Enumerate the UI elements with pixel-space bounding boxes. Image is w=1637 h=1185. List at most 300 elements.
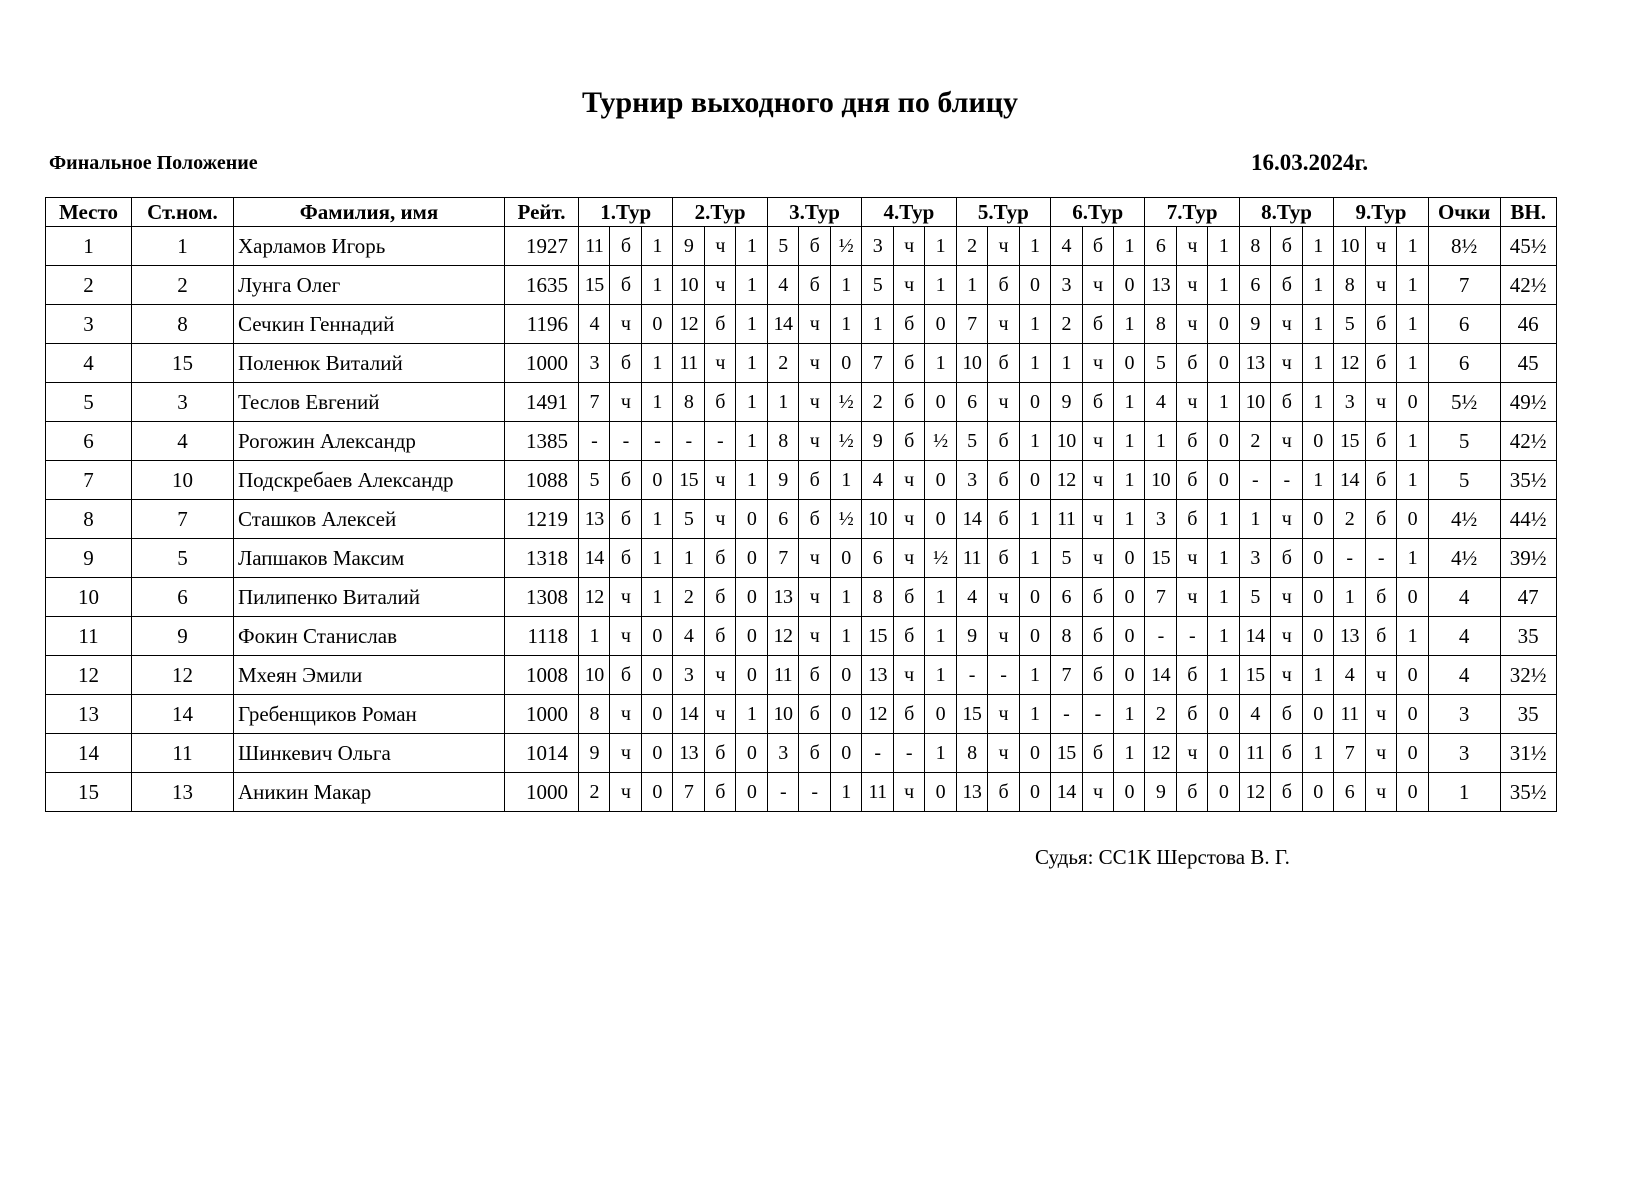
cell-round-3-opponent: 4 [767, 266, 798, 305]
cell-start-no: 11 [132, 734, 234, 773]
cell-round-9-result: 0 [1397, 578, 1428, 617]
cell-round-7-color: б [1176, 461, 1207, 500]
cell-round-5-opponent: 8 [956, 734, 987, 773]
cell-round-2-result: 0 [736, 539, 767, 578]
cell-round-7-color: б [1176, 773, 1207, 812]
cell-round-6-color: б [1082, 305, 1113, 344]
cell-round-9-opponent: 3 [1334, 383, 1365, 422]
cell-round-4-color: ч [893, 773, 924, 812]
cell-round-5-color: ч [988, 578, 1019, 617]
cell-round-2-opponent: 14 [673, 695, 704, 734]
cell-round-7-color: ч [1176, 539, 1207, 578]
cell-round-9-result: 1 [1397, 422, 1428, 461]
cell-rating: 1635 [505, 266, 579, 305]
cell-round-5-opponent: 11 [956, 539, 987, 578]
cell-buchholz: 42½ [1500, 266, 1556, 305]
cell-buchholz: 35½ [1500, 461, 1556, 500]
cell-round-5-opponent: 3 [956, 461, 987, 500]
cell-start-no: 10 [132, 461, 234, 500]
cell-round-4-opponent: 10 [862, 500, 893, 539]
cell-round-2-color: б [704, 578, 735, 617]
cell-round-1-result: 0 [641, 461, 672, 500]
cell-round-8-result: 0 [1302, 539, 1333, 578]
cell-round-3-opponent: 8 [767, 422, 798, 461]
cell-rating: 1219 [505, 500, 579, 539]
cell-round-9-opponent: 13 [1334, 617, 1365, 656]
cell-points: 5 [1428, 461, 1500, 500]
cell-round-5-result: 1 [1019, 500, 1050, 539]
cell-round-6-result: 1 [1113, 227, 1144, 266]
cell-round-7-opponent: 5 [1145, 344, 1176, 383]
cell-round-4-result: 0 [925, 695, 956, 734]
cell-points: 7 [1428, 266, 1500, 305]
cell-points: 3 [1428, 734, 1500, 773]
cell-round-8-color: б [1271, 539, 1302, 578]
cell-round-8-result: 1 [1302, 461, 1333, 500]
cell-place: 5 [46, 383, 132, 422]
cell-round-6-opponent: - [1051, 695, 1082, 734]
cell-round-5-result: 1 [1019, 656, 1050, 695]
table-row [46, 344, 1557, 383]
cell-round-8-color: - [1271, 461, 1302, 500]
cell-round-3-color: б [799, 734, 830, 773]
cell-round-9-result: 1 [1397, 227, 1428, 266]
cell-points: 8½ [1428, 227, 1500, 266]
cell-round-4-color: б [893, 344, 924, 383]
cell-round-1-result: 0 [641, 773, 672, 812]
cell-round-9-result: 0 [1397, 773, 1428, 812]
cell-round-5-color: б [988, 500, 1019, 539]
cell-player-name: Фокин Станислав [234, 617, 505, 656]
cell-round-9-color: ч [1365, 266, 1396, 305]
cell-player-name: Пилипенко Виталий [234, 578, 505, 617]
cell-round-4-color: ч [893, 461, 924, 500]
cell-round-5-color: ч [988, 305, 1019, 344]
cell-round-3-color: б [799, 500, 830, 539]
cell-round-8-result: 1 [1302, 305, 1333, 344]
cell-player-name: Поленюк Виталий [234, 344, 505, 383]
cell-round-8-color: б [1271, 734, 1302, 773]
cell-round-5-result: 0 [1019, 461, 1050, 500]
cell-round-5-opponent: 2 [956, 227, 987, 266]
cell-round-9-result: 0 [1397, 383, 1428, 422]
cell-round-7-color: ч [1176, 266, 1207, 305]
cell-rating: 1008 [505, 656, 579, 695]
cell-round-6-result: 0 [1113, 344, 1144, 383]
cell-round-4-result: 1 [925, 578, 956, 617]
cell-round-9-opponent: 15 [1334, 422, 1365, 461]
cell-round-4-result: 1 [925, 734, 956, 773]
judge-signature-line: Судья: СС1К Шерстова В. Г. [1035, 845, 1290, 869]
cell-points: 4½ [1428, 539, 1500, 578]
cell-round-1-result: 1 [641, 344, 672, 383]
cell-round-1-opponent: 8 [579, 695, 610, 734]
cell-round-8-color: б [1271, 695, 1302, 734]
cell-buchholz: 35 [1500, 695, 1556, 734]
cell-buchholz: 49½ [1500, 383, 1556, 422]
col-header-points: Очки [1428, 198, 1500, 227]
cell-round-1-result: 0 [641, 305, 672, 344]
cell-round-8-opponent: 12 [1239, 773, 1270, 812]
cell-round-8-result: 0 [1302, 578, 1333, 617]
cell-round-8-color: б [1271, 383, 1302, 422]
cell-round-8-color: ч [1271, 578, 1302, 617]
cell-round-8-opponent: 3 [1239, 539, 1270, 578]
cell-round-2-color: ч [704, 500, 735, 539]
cell-round-9-color: б [1365, 578, 1396, 617]
cell-round-1-result: 1 [641, 383, 672, 422]
cell-round-9-opponent: 5 [1334, 305, 1365, 344]
cell-round-4-color: б [893, 617, 924, 656]
cell-player-name: Лапшаков Максим [234, 539, 505, 578]
cell-round-6-opponent: 8 [1051, 617, 1082, 656]
cell-round-5-color: б [988, 461, 1019, 500]
cell-points: 4 [1428, 617, 1500, 656]
cell-round-4-color: б [893, 383, 924, 422]
cell-round-4-color: ч [893, 656, 924, 695]
cell-round-7-color: б [1176, 500, 1207, 539]
cell-player-name: Мхеян Эмили [234, 656, 505, 695]
cell-round-7-color: б [1176, 695, 1207, 734]
cell-round-1-opponent: 13 [579, 500, 610, 539]
cell-start-no: 7 [132, 500, 234, 539]
cell-round-3-opponent: 3 [767, 734, 798, 773]
cell-round-9-opponent: 1 [1334, 578, 1365, 617]
cell-round-2-result: 1 [736, 461, 767, 500]
cell-round-4-color: - [893, 734, 924, 773]
col-header-name: Фамилия, имя [234, 198, 505, 227]
cell-round-4-opponent: 8 [862, 578, 893, 617]
cell-round-8-result: 1 [1302, 734, 1333, 773]
cell-round-1-opponent: 10 [579, 656, 610, 695]
cell-round-3-result: ½ [830, 227, 861, 266]
cell-round-3-color: ч [799, 383, 830, 422]
cell-round-3-color: ч [799, 305, 830, 344]
cell-round-2-result: 0 [736, 656, 767, 695]
cell-round-9-color: ч [1365, 227, 1396, 266]
cell-round-2-opponent: 5 [673, 500, 704, 539]
cell-round-7-opponent: 15 [1145, 539, 1176, 578]
cell-round-7-result: 0 [1208, 305, 1239, 344]
cell-round-3-color: б [799, 695, 830, 734]
cell-round-4-result: 0 [925, 773, 956, 812]
cell-round-6-opponent: 3 [1051, 266, 1082, 305]
cell-round-9-opponent: 6 [1334, 773, 1365, 812]
cell-round-3-opponent: 6 [767, 500, 798, 539]
cell-round-2-color: б [704, 734, 735, 773]
cell-round-2-result: 0 [736, 734, 767, 773]
cell-round-4-result: ½ [925, 539, 956, 578]
cell-round-6-opponent: 1 [1051, 344, 1082, 383]
cell-round-8-result: 1 [1302, 344, 1333, 383]
cell-round-2-opponent: 10 [673, 266, 704, 305]
cell-round-7-color: ч [1176, 578, 1207, 617]
cell-round-2-result: 1 [736, 383, 767, 422]
cell-round-4-result: 1 [925, 656, 956, 695]
cell-player-name: Рогожин Александр [234, 422, 505, 461]
cell-start-no: 5 [132, 539, 234, 578]
cell-round-7-color: ч [1176, 227, 1207, 266]
cell-round-1-opponent: 1 [579, 617, 610, 656]
cell-round-8-opponent: 11 [1239, 734, 1270, 773]
cell-round-7-opponent: 12 [1145, 734, 1176, 773]
cell-round-7-opponent: 3 [1145, 500, 1176, 539]
col-header-round-6: 6.Тур [1051, 198, 1145, 227]
cell-player-name: Харламов Игорь [234, 227, 505, 266]
cell-start-no: 9 [132, 617, 234, 656]
cell-round-4-result: ½ [925, 422, 956, 461]
cell-round-2-color: ч [704, 227, 735, 266]
cell-round-6-color: - [1082, 695, 1113, 734]
cell-round-9-color: б [1365, 344, 1396, 383]
cell-round-2-result: 0 [736, 578, 767, 617]
cell-round-9-color: б [1365, 305, 1396, 344]
cell-round-9-color: б [1365, 617, 1396, 656]
cell-round-2-color: б [704, 617, 735, 656]
cell-round-5-opponent: 9 [956, 617, 987, 656]
cell-round-7-opponent: - [1145, 617, 1176, 656]
cell-round-9-result: 1 [1397, 344, 1428, 383]
cell-round-9-color: б [1365, 461, 1396, 500]
cell-round-9-result: 1 [1397, 266, 1428, 305]
cell-round-4-opponent: 4 [862, 461, 893, 500]
cell-round-3-color: ч [799, 422, 830, 461]
cell-round-3-color: б [799, 266, 830, 305]
cell-round-3-result: 1 [830, 305, 861, 344]
cell-round-5-result: 0 [1019, 383, 1050, 422]
table-row [46, 266, 1557, 305]
cell-round-6-opponent: 4 [1051, 227, 1082, 266]
cell-round-1-color: б [610, 227, 641, 266]
cell-round-3-result: 0 [830, 656, 861, 695]
cell-round-7-color: б [1176, 422, 1207, 461]
cell-round-1-opponent: 14 [579, 539, 610, 578]
cell-round-3-opponent: - [767, 773, 798, 812]
cell-round-4-result: 1 [925, 266, 956, 305]
cell-round-5-color: б [988, 539, 1019, 578]
cell-round-4-color: б [893, 422, 924, 461]
cell-round-8-color: ч [1271, 305, 1302, 344]
table-row [46, 578, 1557, 617]
cell-round-1-color: б [610, 344, 641, 383]
cell-round-1-result: 0 [641, 695, 672, 734]
cell-round-7-opponent: 1 [1145, 422, 1176, 461]
cell-round-9-color: б [1365, 500, 1396, 539]
cell-round-5-color: б [988, 773, 1019, 812]
cell-round-3-result: 1 [830, 266, 861, 305]
cell-round-3-color: ч [799, 344, 830, 383]
cell-round-6-result: 1 [1113, 734, 1144, 773]
cell-round-8-color: ч [1271, 422, 1302, 461]
cell-round-6-opponent: 9 [1051, 383, 1082, 422]
cell-round-7-opponent: 10 [1145, 461, 1176, 500]
cell-start-no: 15 [132, 344, 234, 383]
cell-place: 11 [46, 617, 132, 656]
cell-player-name: Гребенщиков Роман [234, 695, 505, 734]
cell-points: 1 [1428, 773, 1500, 812]
col-header-round-2: 2.Тур [673, 198, 767, 227]
cell-rating: 1000 [505, 695, 579, 734]
cell-round-5-opponent: 14 [956, 500, 987, 539]
cell-round-3-result: ½ [830, 422, 861, 461]
cell-round-5-result: 0 [1019, 578, 1050, 617]
cell-round-5-opponent: 1 [956, 266, 987, 305]
cell-round-4-result: 1 [925, 344, 956, 383]
cell-round-5-opponent: 13 [956, 773, 987, 812]
cell-rating: 1318 [505, 539, 579, 578]
cell-round-6-color: ч [1082, 539, 1113, 578]
cell-round-2-color: ч [704, 266, 735, 305]
cell-buchholz: 45½ [1500, 227, 1556, 266]
cell-rating: 1927 [505, 227, 579, 266]
cell-rating: 1088 [505, 461, 579, 500]
cell-round-3-result: 1 [830, 461, 861, 500]
cell-round-7-result: 1 [1208, 266, 1239, 305]
cell-round-1-color: ч [610, 305, 641, 344]
cell-place: 7 [46, 461, 132, 500]
cell-player-name: Теслов Евгений [234, 383, 505, 422]
cell-round-1-color: б [610, 461, 641, 500]
cell-round-5-result: 1 [1019, 422, 1050, 461]
cell-round-6-result: 1 [1113, 383, 1144, 422]
table-row [46, 695, 1557, 734]
cell-round-4-color: б [893, 695, 924, 734]
cell-round-9-color: б [1365, 422, 1396, 461]
cell-round-2-result: 1 [736, 695, 767, 734]
cell-round-5-opponent: 7 [956, 305, 987, 344]
cell-round-5-opponent: 15 [956, 695, 987, 734]
cell-round-3-color: ч [799, 617, 830, 656]
cell-round-2-opponent: 13 [673, 734, 704, 773]
cell-round-4-color: ч [893, 500, 924, 539]
cell-round-3-result: ½ [830, 500, 861, 539]
cell-round-1-result: 0 [641, 734, 672, 773]
cell-start-no: 14 [132, 695, 234, 734]
cell-round-2-opponent: 4 [673, 617, 704, 656]
cell-round-8-result: 0 [1302, 617, 1333, 656]
cell-round-6-color: б [1082, 227, 1113, 266]
cell-round-7-color: ч [1176, 734, 1207, 773]
cell-round-7-result: 1 [1208, 539, 1239, 578]
cell-round-7-result: 1 [1208, 500, 1239, 539]
cell-round-1-result: 0 [641, 617, 672, 656]
cell-round-3-result: 0 [830, 695, 861, 734]
cell-round-1-result: 1 [641, 227, 672, 266]
cell-round-9-color: ч [1365, 383, 1396, 422]
cell-round-2-opponent: 12 [673, 305, 704, 344]
cell-round-9-result: 1 [1397, 539, 1428, 578]
cell-round-8-result: 1 [1302, 383, 1333, 422]
cell-round-2-opponent: - [673, 422, 704, 461]
cell-round-8-color: ч [1271, 617, 1302, 656]
cell-round-7-opponent: 2 [1145, 695, 1176, 734]
cell-round-7-result: 0 [1208, 344, 1239, 383]
cell-round-8-opponent: 6 [1239, 266, 1270, 305]
cell-round-3-result: 1 [830, 617, 861, 656]
cell-start-no: 8 [132, 305, 234, 344]
cell-round-4-opponent: 1 [862, 305, 893, 344]
tournament-date: 16.03.2024г. [1251, 150, 1369, 175]
cell-player-name: Сечкин Геннадий [234, 305, 505, 344]
cell-round-9-color: ч [1365, 734, 1396, 773]
cell-round-7-opponent: 9 [1145, 773, 1176, 812]
cell-points: 4½ [1428, 500, 1500, 539]
cell-place: 13 [46, 695, 132, 734]
cell-place: 3 [46, 305, 132, 344]
cell-place: 10 [46, 578, 132, 617]
cell-round-6-color: ч [1082, 422, 1113, 461]
cell-round-6-opponent: 14 [1051, 773, 1082, 812]
cell-round-6-result: 1 [1113, 422, 1144, 461]
cell-round-7-opponent: 14 [1145, 656, 1176, 695]
cell-points: 5 [1428, 422, 1500, 461]
standings-table-body [46, 227, 1557, 812]
cell-round-3-color: б [799, 227, 830, 266]
cell-round-1-opponent: 3 [579, 344, 610, 383]
cell-round-4-result: 0 [925, 500, 956, 539]
col-header-buchholz: ВН. [1500, 198, 1556, 227]
cell-rating: 1000 [505, 344, 579, 383]
cell-round-7-result: 0 [1208, 773, 1239, 812]
cell-round-5-color: б [988, 422, 1019, 461]
cell-round-9-result: 1 [1397, 461, 1428, 500]
cell-player-name: Шинкевич Ольга [234, 734, 505, 773]
cell-round-4-color: б [893, 305, 924, 344]
cell-round-1-opponent: 12 [579, 578, 610, 617]
cell-round-3-result: 0 [830, 734, 861, 773]
cell-round-1-opponent: 5 [579, 461, 610, 500]
cell-round-6-result: 1 [1113, 305, 1144, 344]
cell-round-3-color: б [799, 656, 830, 695]
cell-round-8-opponent: - [1239, 461, 1270, 500]
cell-round-6-result: 1 [1113, 500, 1144, 539]
standings-subtitle: Финальное Положение [49, 152, 258, 174]
cell-round-2-opponent: 2 [673, 578, 704, 617]
cell-round-8-opponent: 5 [1239, 578, 1270, 617]
cell-round-9-color: ч [1365, 773, 1396, 812]
cell-round-3-result: 1 [830, 773, 861, 812]
cell-start-no: 4 [132, 422, 234, 461]
cell-round-3-result: 0 [830, 539, 861, 578]
cell-round-8-color: ч [1271, 344, 1302, 383]
cell-round-4-opponent: 15 [862, 617, 893, 656]
cell-round-5-color: б [988, 266, 1019, 305]
cell-player-name: Сташков Алексей [234, 500, 505, 539]
cell-round-9-opponent: 14 [1334, 461, 1365, 500]
table-row [46, 461, 1557, 500]
cell-round-8-color: б [1271, 266, 1302, 305]
col-header-rating: Рейт. [505, 198, 579, 227]
cell-round-2-opponent: 7 [673, 773, 704, 812]
cell-round-7-opponent: 8 [1145, 305, 1176, 344]
cell-round-7-color: ч [1176, 383, 1207, 422]
cell-round-9-result: 0 [1397, 734, 1428, 773]
cell-round-7-opponent: 13 [1145, 266, 1176, 305]
col-header-round-5: 5.Тур [956, 198, 1050, 227]
cell-round-3-opponent: 12 [767, 617, 798, 656]
cell-round-2-result: 1 [736, 227, 767, 266]
cell-round-2-opponent: 9 [673, 227, 704, 266]
cell-round-2-color: б [704, 773, 735, 812]
cell-round-4-opponent: 3 [862, 227, 893, 266]
cell-round-5-color: б [988, 344, 1019, 383]
cell-round-6-opponent: 6 [1051, 578, 1082, 617]
cell-round-3-opponent: 10 [767, 695, 798, 734]
cell-round-6-color: ч [1082, 773, 1113, 812]
cell-round-1-color: б [610, 539, 641, 578]
cell-round-3-opponent: 14 [767, 305, 798, 344]
cell-round-1-result: 1 [641, 266, 672, 305]
